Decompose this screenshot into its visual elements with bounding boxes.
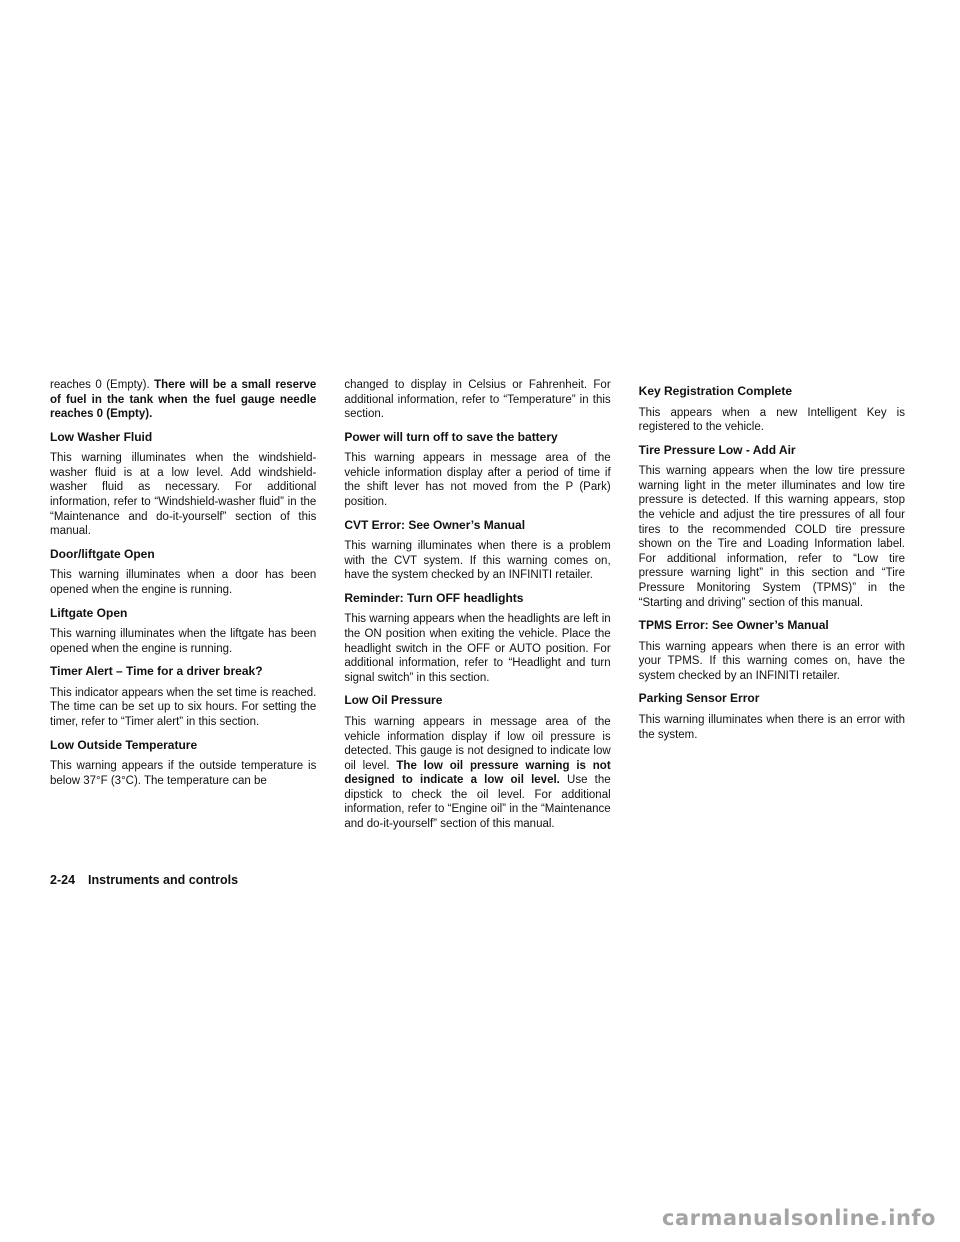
text-run: Liftgate Open <box>50 605 128 620</box>
body-paragraph <box>50 451 316 539</box>
section-heading <box>344 518 610 533</box>
body-paragraph <box>50 759 316 788</box>
text-run: This warning illuminates when there is an error with the system. <box>638 713 905 741</box>
text-run: This warning illuminates when the windshield-washer fluid is at a low level. Add windshield-washer fluid as necessary. For additional information, refer to “Windshield-washer fluid” in the “Maintenance and do-it-yourself” section of this manual. <box>50 452 317 538</box>
text-run: Tire Pressure Low - Add Air <box>638 442 796 457</box>
page-content <box>50 378 905 840</box>
text-run: This appears when a new Intelligent Key is registered to the vehicle. <box>638 406 905 434</box>
text-run: TPMS Error: See Owner’s Manual <box>638 618 829 633</box>
text-run: Parking Sensor Error <box>638 691 760 706</box>
watermark: carmanualsonline.info <box>662 1206 936 1230</box>
body-paragraph <box>344 378 610 422</box>
section-heading <box>50 738 316 753</box>
section-heading <box>639 384 905 399</box>
body-paragraph <box>344 715 610 832</box>
footer-section-title: Instruments and controls <box>88 873 239 887</box>
text-run: This indicator appears when the set time is reached. The time can be set up to six hours. For setting the timer, refer to “Timer alert” in this section. <box>50 686 317 728</box>
section-heading <box>344 430 610 445</box>
section-heading <box>50 606 316 621</box>
body-paragraph <box>639 464 905 610</box>
section-heading <box>639 443 905 458</box>
text-run: Key Registration Complete <box>638 384 793 398</box>
text-run: Timer Alert – Time for a driver break? <box>50 664 263 679</box>
body-paragraph <box>344 451 610 509</box>
section-heading <box>50 430 316 445</box>
text-column-left <box>50 378 316 840</box>
body-paragraph <box>50 378 316 422</box>
text-run: Low Outside Temperature <box>50 737 198 752</box>
body-paragraph <box>344 612 610 685</box>
text-run: This warning appears when the headlights are left in the ON position when exiting the vehicle. Place the headlight switch in the OFF or AUTO position. For additional information, refer to “Headlight and turn signal switch” in this section. <box>344 613 611 684</box>
section-heading <box>639 691 905 706</box>
text-run: This warning appears in message area of the vehicle information display if low oil pressure is detected. This gauge is not designed to indicate low oil level. <box>344 715 611 772</box>
text-run: Low Oil Pressure <box>344 693 443 708</box>
text-run: Reminder: Turn OFF headlights <box>344 590 524 605</box>
text-run: This warning illuminates when the liftgate has been opened when the engine is running. <box>50 628 317 655</box>
text-column-right <box>639 378 905 840</box>
text-run: This warning appears if the outside temperature is below 37°F (3°C). The temperature can be <box>50 760 317 787</box>
text-run: This warning illuminates when a door has been opened when the engine is running. <box>50 569 317 596</box>
text-run: This warning appears when there is an error with your TPMS. If this warning comes on, have the system checked by an INFINITI retailer. <box>638 640 905 682</box>
body-paragraph <box>639 640 905 684</box>
body-paragraph <box>50 568 316 597</box>
text-run: This warning appears in message area of the vehicle information display after a period of time if the shift lever has not moved from the P (Park) position. <box>344 452 611 509</box>
text-run: reaches 0 (Empty). <box>50 379 155 391</box>
bold-text-run: There will be a small reserve of fuel in the tank when the fuel gauge needle reaches 0 (Empty). <box>50 379 317 421</box>
text-run: Door/liftgate Open <box>50 546 155 561</box>
page-footer <box>50 873 238 887</box>
section-heading <box>50 547 316 562</box>
section-heading <box>639 618 905 633</box>
bold-text-run: The low oil pressure warning is not designed to indicate a low oil level. <box>344 759 611 787</box>
text-run: Use the dipstick to check the oil level. For additional information, refer to “Engine oil” in the “Maintenance and do-it-yourself” section of this manual. <box>344 774 611 831</box>
text-column-middle <box>344 378 610 840</box>
page-number: 2-24 <box>50 873 76 887</box>
body-paragraph <box>639 406 905 435</box>
text-run: This warning illuminates when there is a problem with the CVT system. If this warning comes on, have the system checked by an INFINITI retailer. <box>344 540 611 582</box>
section-heading <box>344 591 610 606</box>
text-run: changed to display in Celsius or Fahrenheit. For additional information, refer to “Temperature” in this section. <box>344 379 611 421</box>
text-run: Power will turn off to save the battery <box>344 429 558 444</box>
text-run: Low Washer Fluid <box>50 429 153 444</box>
section-heading <box>50 664 316 679</box>
body-paragraph <box>50 627 316 656</box>
section-heading <box>344 693 610 708</box>
body-paragraph <box>344 539 610 583</box>
body-paragraph <box>639 713 905 742</box>
text-run: This warning appears when the low tire pressure warning light in the meter illuminates and low tire pressure is detected. If this warning appears, stop the vehicle and adjust the tire pressures of all four tires to the recommended COLD tire pressure shown on the Tire and Loading Information label. For additional information, refer to “Low tire pressure warning light” in this section and “Tire Pressure Monitoring System (TPMS)” in the “Starting and driving” section of this manual. <box>638 465 905 609</box>
body-paragraph <box>50 686 316 730</box>
text-run: CVT Error: See Owner’s Manual <box>344 517 526 532</box>
